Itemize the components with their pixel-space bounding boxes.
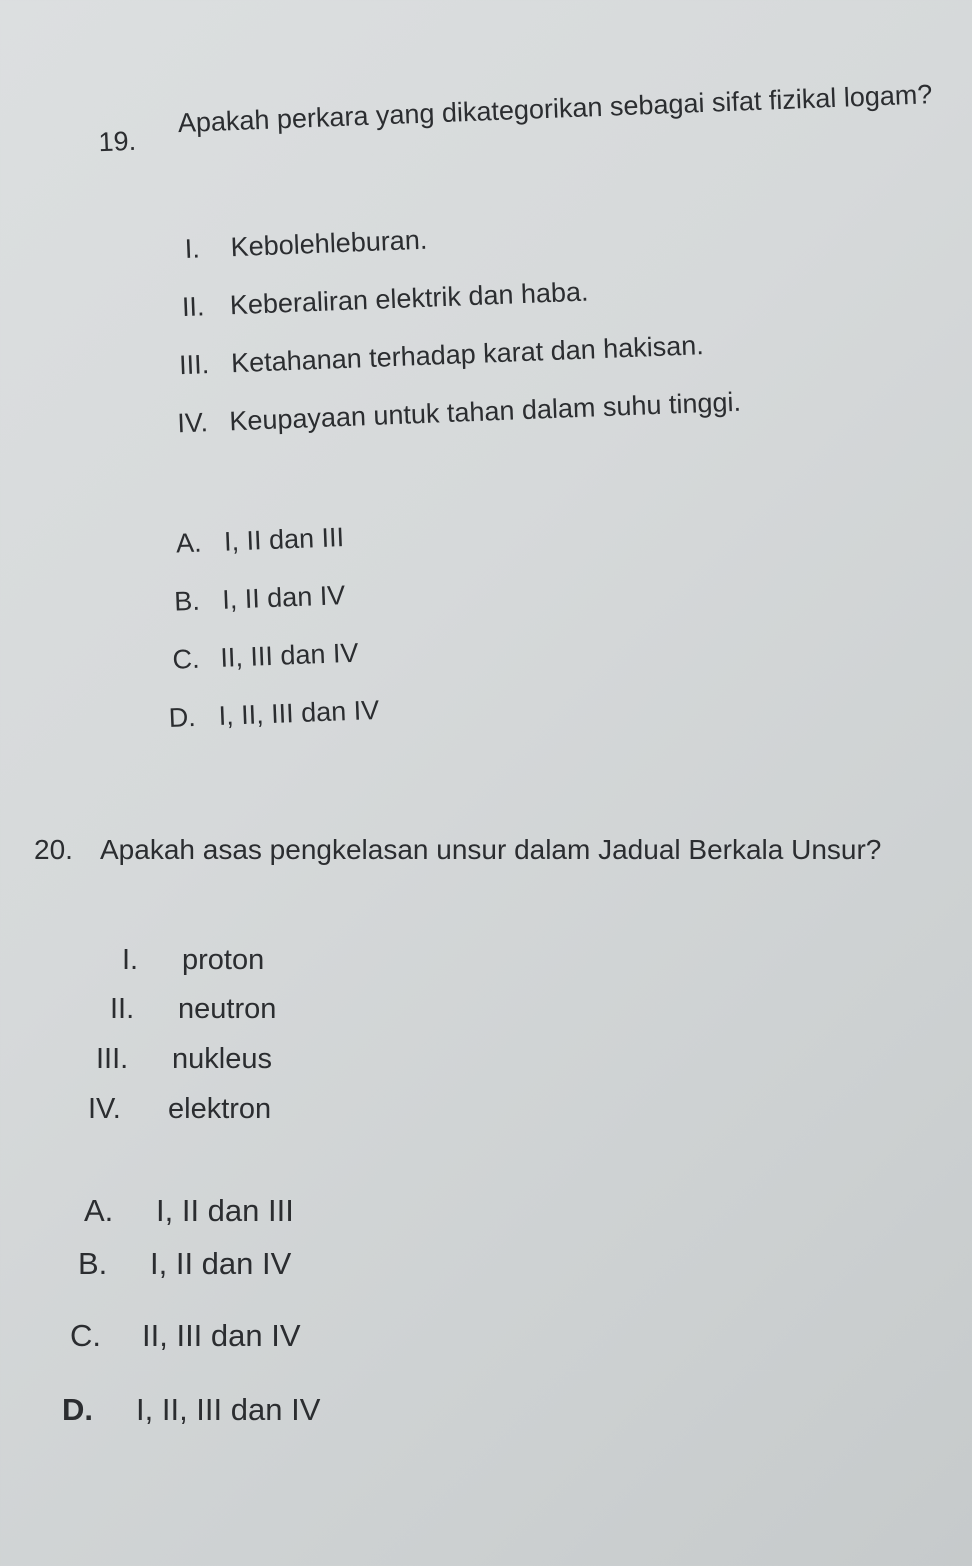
answer-option-b[interactable] [78,1246,291,1282]
statement-text: proton [182,944,265,976]
statement-item [88,1093,271,1126]
option-letter: D. [168,701,197,733]
option-text: II, III dan IV [219,637,360,673]
option-letter: B. [173,585,201,617]
question-number: 19. [98,125,137,158]
statement-number: III. [178,349,210,381]
option-text: I, II dan III [223,522,345,557]
statement-text: Kebolehleburan. [230,224,428,263]
statement-text: elektron [168,1093,272,1125]
statement-item [179,330,705,381]
option-text: I, II, III dan IV [218,694,380,732]
statement-item [110,993,276,1026]
statement-number: I. [184,233,201,264]
option-text: II, III dan IV [142,1318,301,1353]
statement-number: III. [96,1043,129,1075]
statement-number: II. [110,993,135,1025]
answer-option-d[interactable] [168,695,380,734]
statement-number: IV. [176,407,209,439]
question-text: Apakah asas pengkelasan unsur dalam Jadual Berkala Unsur? [100,834,882,865]
option-text: I, II dan IV [221,580,346,615]
option-letter: B. [78,1246,108,1281]
answer-option-c[interactable] [70,1318,301,1354]
answer-option-a[interactable] [175,522,344,559]
statement-item [181,277,589,324]
answer-option-c[interactable] [172,638,359,676]
statement-text: Ketahanan terhadap karat dan hakisan. [230,330,705,379]
option-letter: A. [84,1193,114,1228]
option-letter: C. [171,643,201,675]
statement-text: nukleus [172,1043,272,1075]
answer-option-b[interactable] [174,580,346,618]
answer-option-d[interactable] [62,1392,320,1428]
option-text: I, II, III dan IV [136,1392,321,1427]
statement-text: Keupayaan untuk tahan dalam suhu tinggi. [228,386,742,437]
statement-text: Keberaliran elektrik dan haba. [229,276,589,321]
statement-item [184,225,428,265]
statement-item [177,387,742,440]
statement-number: IV. [88,1093,121,1125]
question-19 [0,0,972,779]
statement-item [96,1043,272,1076]
option-text: I, II dan III [156,1193,294,1228]
option-text: I, II dan IV [150,1246,292,1281]
statement-number: I. [122,944,139,976]
option-letter: D. [62,1392,93,1427]
option-letter: C. [70,1318,101,1353]
statement-item [122,944,264,977]
statement-number: II. [181,291,206,323]
statement-text: neutron [178,993,277,1025]
question-number: 20. [34,834,73,865]
option-letter: A. [175,527,203,559]
question-text: Apakah perkara yang dikategorikan sebagai sifat fizikal logam? [177,79,933,139]
answer-option-a[interactable] [84,1193,294,1229]
